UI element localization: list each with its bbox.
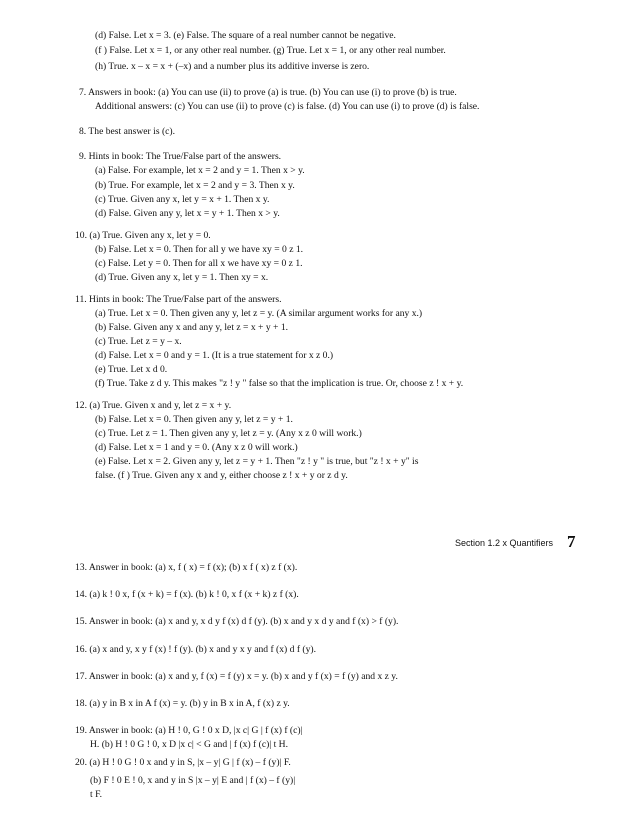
- text-line: (c) True. Given any x, let y = x + 1. Then x y.: [95, 194, 270, 205]
- text-line: (f) True. Take z d y. This makes "z ! y " false so that the implication is true. Or, choose z ! x + y.: [95, 378, 464, 389]
- text-line: t F.: [90, 789, 103, 800]
- text-line: 15. Answer in book: (a) x and y, x d y f (x) d f (y). (b) x and y x d y and f (x) > f (y).: [75, 616, 399, 627]
- text-line: 19. Answer in book: (a) H ! 0, G ! 0 x D, |x c| G | f (x) f (c)|: [75, 725, 303, 736]
- text-line: false. (f ) True. Given any x and y, either choose z ! x + y or z d y.: [95, 470, 348, 481]
- text-line: 14. (a) k ! 0 x, f (x + k) = f (x). (b) k ! 0, x f (x + k) z f (x).: [75, 589, 299, 600]
- text-line: (c) False. Let y = 0. Then for all x we have xy = 0 z 1.: [95, 258, 303, 269]
- text-line: 16. (a) x and y, x y f (x) ! f (y). (b) x and y x y and f (x) d f (y).: [75, 644, 317, 655]
- text-line: (b) True. For example, let x = 2 and y = 3. Then x y.: [95, 180, 295, 191]
- text-line: (e) True. Let x d 0.: [95, 364, 168, 375]
- text-line: (b) False. Let x = 0. Then given any y, let z = y + 1.: [95, 414, 293, 425]
- text-line: (d) False. Let x = 1 and y = 0. (Any x z 0 will work.): [95, 442, 298, 453]
- text-line: 13. Answer in book: (a) x, f ( x) = f (x); (b) x f ( x) z f (x).: [75, 562, 298, 573]
- text-line: (a) True. Let x = 0. Then given any y, let z = y. (A similar argument works for any x.): [95, 308, 423, 319]
- text-line: 11. Hints in book: The True/False part of the answers.: [75, 294, 282, 305]
- text-line: (c) True. Let z = y – x.: [95, 336, 182, 347]
- text-line: (d) False. Let x = 0 and y = 1. (It is a true statement for x z 0.): [95, 350, 334, 361]
- text-line: (b) F ! 0 E ! 0, x and y in S |x – y| E and | f (x) – f (y)|: [90, 775, 296, 786]
- text-line: (a) False. For example, let x = 2 and y = 1. Then x > y.: [95, 165, 305, 176]
- text-line: (f ) False. Let x = 1, or any other real number. (g) True. Let x = 1, or any other real number.: [95, 45, 446, 56]
- text-line: 7. Answers in book: (a) You can use (ii) to prove (a) is true. (b) You can use (i) to prove (b) is true.: [79, 87, 457, 98]
- text-line: 20. (a) H ! 0 G ! 0 x and y in S, |x – y| G | f (x) – f (y)| F.: [75, 757, 291, 768]
- page-number: 7: [567, 532, 576, 551]
- running-header: Section 1.2 x Quantifiers: [455, 538, 554, 548]
- text-line: 12. (a) True. Given x and y, let z = x + y.: [75, 400, 232, 411]
- text-line: (d) True. Given any x, let y = 1. Then xy = x.: [95, 272, 269, 283]
- text-line: (c) True. Let z = 1. Then given any y, let z = y. (Any x z 0 will work.): [95, 428, 362, 439]
- text-line: 8. The best answer is (c).: [79, 126, 175, 137]
- text-line: (b) False. Let x = 0. Then for all y we have xy = 0 z 1.: [95, 244, 304, 255]
- text-line: (e) False. Let x = 2. Given any y, let z = y + 1. Then "z ! y " is true, but "z ! x + y" is: [95, 456, 419, 467]
- text-line: (d) False. Given any y, let x = y + 1. Then x > y.: [95, 208, 280, 219]
- text-line: 17. Answer in book: (a) x and y, f (x) = f (y) x = y. (b) x and y f (x) = f (y) and x z y.: [75, 671, 398, 682]
- text-line: (b) False. Given any x and any y, let z = x + y + 1.: [95, 322, 289, 333]
- text-line: 9. Hints in book: The True/False part of the answers.: [79, 151, 282, 162]
- text-line: H. (b) H ! 0 G ! 0, x D |x c| < G and | f (x) f (c)| t H.: [90, 739, 288, 750]
- text-line: (d) False. Let x = 3. (e) False. The square of a real number cannot be negative.: [95, 30, 396, 41]
- text-line: Additional answers: (c) You can use (ii) to prove (c) is false. (d) You can use (i) to prove (d) is false.: [95, 101, 480, 112]
- text-line: (h) True. x – x = x + (–x) and a number plus its additive inverse is zero.: [95, 61, 370, 72]
- text-line: 10. (a) True. Given any x, let y = 0.: [75, 230, 211, 241]
- text-line: 18. (a) y in B x in A f (x) = y. (b) y in B x in A, f (x) z y.: [75, 698, 290, 709]
